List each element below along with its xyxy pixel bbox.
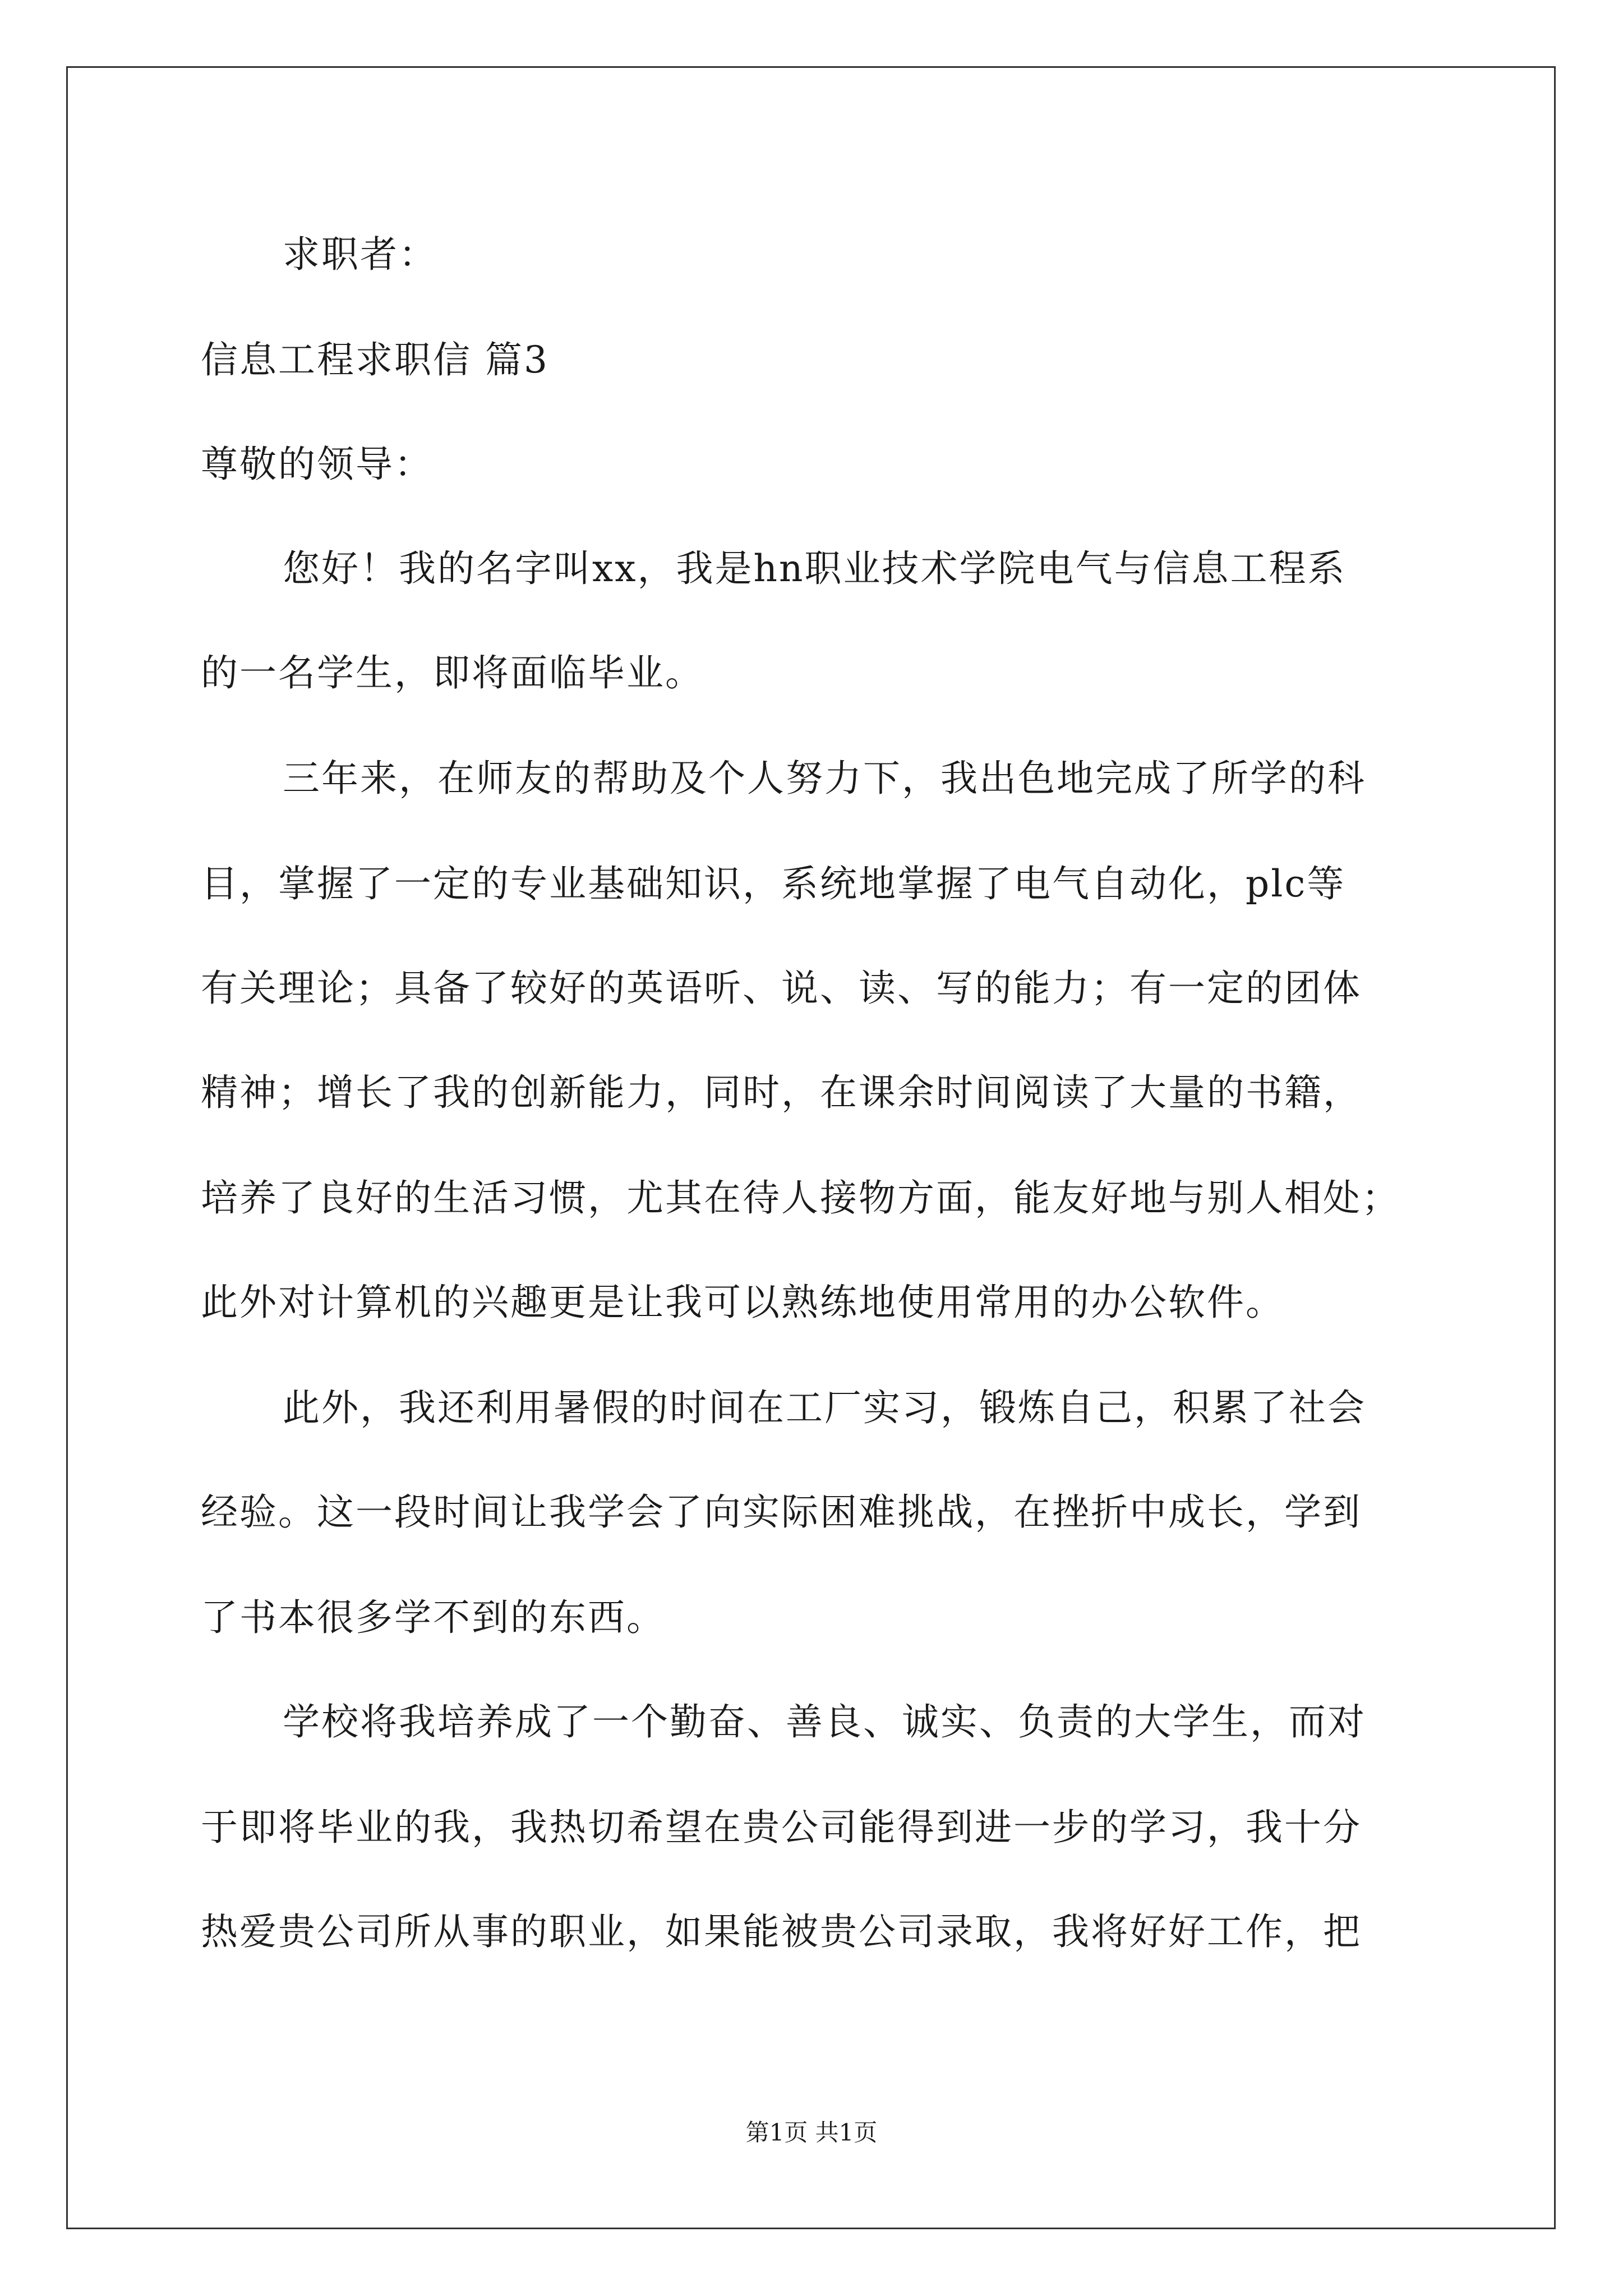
salutation: 尊敬的领导： <box>201 443 433 486</box>
paragraph-line: 培养了良好的生活习惯，尤其在待人接物方面，能友好地与别人相处； <box>201 1176 1400 1220</box>
paragraph-line: 此外对计算机的兴趣更是让我可以熟练地使用常用的办公软件。 <box>201 1281 1284 1324</box>
signer-label: 求职者： <box>283 233 437 276</box>
paragraph-line: 三年来，在师友的帮助及个人努力下，我出色地完成了所学的科 <box>283 757 1366 800</box>
paragraph-line: 精神；增长了我的创新能力，同时，在课余时间阅读了大量的书籍， <box>201 1071 1362 1114</box>
paragraph-line: 目，掌握了一定的专业基础知识，系统地掌握了电气自动化，plc等 <box>201 862 1346 905</box>
paragraph-line: 了书本很多学不到的东西。 <box>201 1596 665 1639</box>
paragraph-line: 的一名学生，即将面临毕业。 <box>201 651 704 694</box>
paragraph-line: 热爱贵公司所从事的职业，如果能被贵公司录取，我将好好工作，把 <box>201 1910 1362 1953</box>
paragraph-line: 于即将毕业的我，我热切希望在贵公司能得到进一步的学习，我十分 <box>201 1806 1362 1849</box>
paragraph-line: 经验。这一段时间让我学会了向实际困难挑战，在挫折中成长，学到 <box>201 1490 1362 1534</box>
page-footer: 第1页 共1页 <box>745 2119 878 2146</box>
section-title: 信息工程求职信 篇3 <box>201 338 549 381</box>
paragraph-line: 有关理论；具备了较好的英语听、说、读、写的能力；有一定的团体 <box>201 967 1362 1010</box>
paragraph-line: 您好！我的名字叫xx，我是hn职业技术学院电气与信息工程系 <box>283 547 1347 590</box>
paragraph-line: 学校将我培养成了一个勤奋、善良、诚实、负责的大学生，而对 <box>283 1700 1366 1743</box>
paragraph-line: 此外，我还利用暑假的时间在工厂实习，锻炼自己，积累了社会 <box>283 1386 1366 1429</box>
